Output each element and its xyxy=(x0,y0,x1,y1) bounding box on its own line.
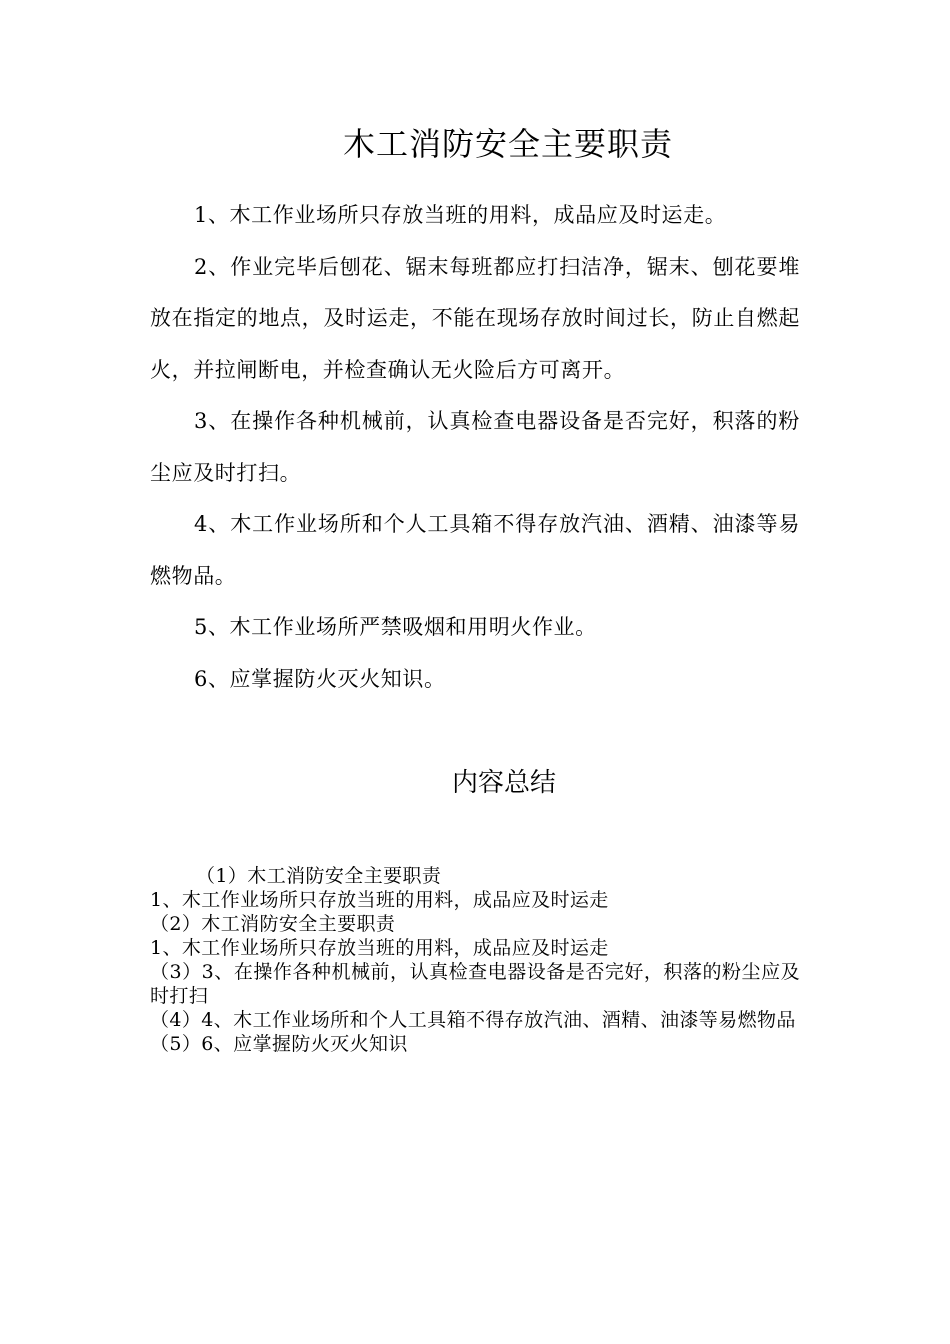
paragraph-6: 6、应掌握防火灭火知识。 xyxy=(194,666,446,691)
summary-list xyxy=(150,864,800,1056)
paragraph-4: 4、木工作业场所和个人工具箱不得存放汽油、酒精、油漆等易燃物品。 xyxy=(150,512,800,588)
summary-line: （5）6、应掌握防火灭火知识 xyxy=(150,1033,408,1055)
summary-title: 内容总结 xyxy=(451,768,556,798)
paragraph-3: 3、在操作各种机械前，认真检查电器设备是否完好，积落的粉尘应及时打扫。 xyxy=(150,409,800,485)
summary-line: （2）木工消防安全主要职责 xyxy=(150,913,396,935)
summary-line: 1、木工作业场所只存放当班的用料，成品应及时运走 xyxy=(150,889,609,911)
paragraph-2: 2、作业完毕后刨花、锯末每班都应打扫洁净，锯末、刨花要堆放在指定的地点，及时运走，不能在现场存放时间过长，防止自燃起火，并拉闸断电，并检查确认无火险后方可离开。 xyxy=(150,254,800,382)
summary-line: （3）3、在操作各种机械前，认真检查电器设备是否完好，积落的粉尘应及时打扫 xyxy=(150,961,800,1007)
paragraph-1: 1、木工作业场所只存放当班的用料，成品应及时运走。 xyxy=(194,203,727,227)
summary-line: （1）木工消防安全主要职责 xyxy=(196,865,442,887)
paragraph-5: 5、木工作业场所严禁吸烟和用明火作业。 xyxy=(194,615,597,639)
summary-line: （4）4、木工作业场所和个人工具箱不得存放汽油、酒精、油漆等易燃物品 xyxy=(150,1009,796,1031)
document-title: 木工消防安全主要职责 xyxy=(342,125,673,163)
summary-line: 1、木工作业场所只存放当班的用料，成品应及时运走 xyxy=(150,937,609,959)
document-body xyxy=(150,190,800,705)
